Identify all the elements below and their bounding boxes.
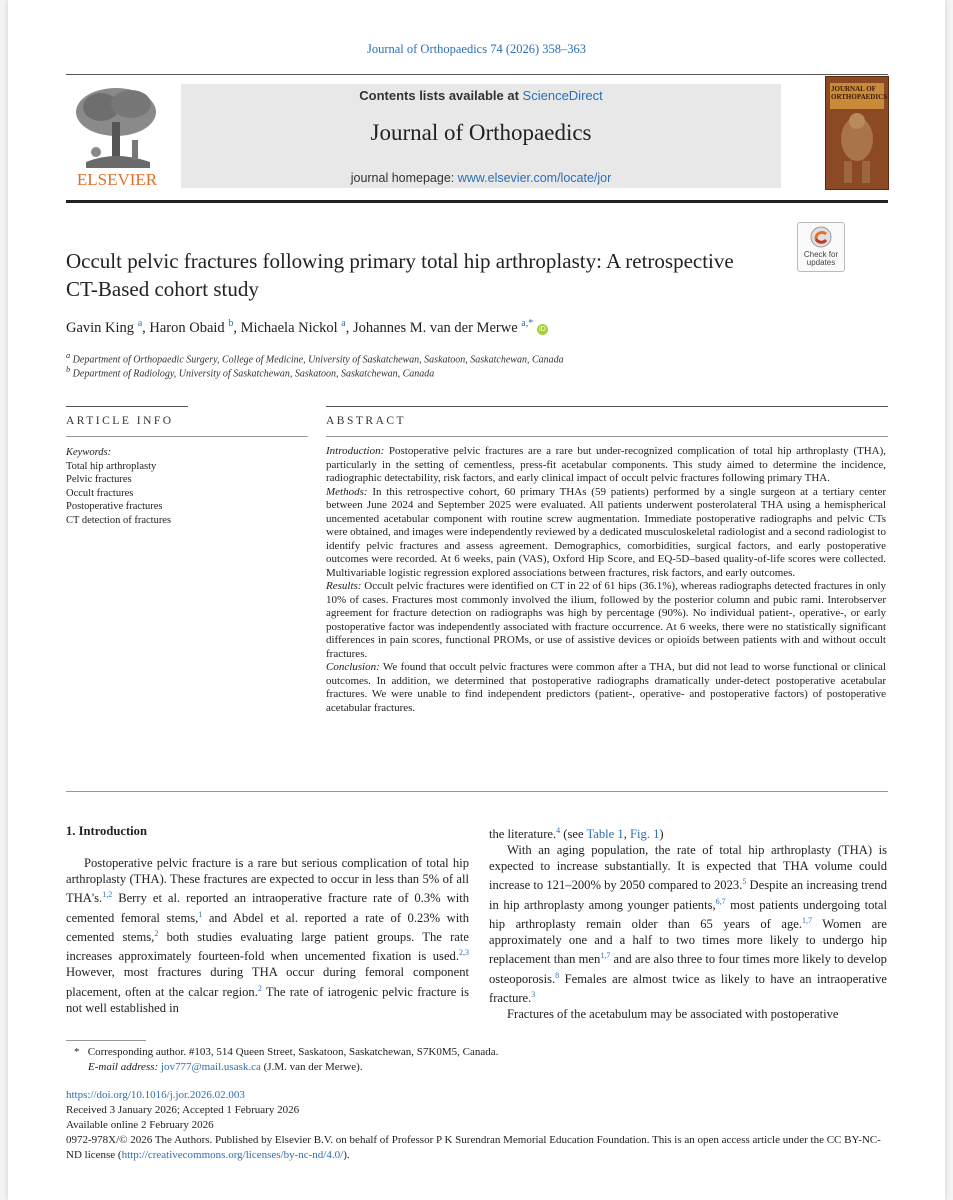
reference-link[interactable]: 2: [257, 983, 262, 993]
check-updates-label: Check for updates: [803, 250, 839, 267]
check-for-updates-badge[interactable]: [797, 222, 845, 272]
reference-link[interactable]: 5: [742, 877, 747, 887]
license-link[interactable]: http://creativecommons.org/licenses/by-nc-nd/4.0/: [121, 1149, 344, 1161]
keyword-item: Pelvic fractures: [66, 474, 132, 486]
text-run: the literature.: [489, 827, 557, 842]
affiliation-mark: a: [66, 351, 71, 360]
body-paragraph: [489, 823, 887, 842]
author-name[interactable]: Gavin King: [66, 319, 135, 336]
article-title: Occult pelvic fractures following primary total hip arthroplasty: A retrospective CT-Based cohort study: [66, 249, 734, 301]
header-rule: [66, 74, 888, 75]
article-info-rule: [66, 406, 188, 407]
text-run: ,: [623, 827, 631, 842]
text-run: Berry et al. reported an intraoperative fracture rate of 0.3% with cemented femoral stems,: [66, 891, 469, 925]
sciencedirect-link[interactable]: ScienceDirect: [522, 88, 603, 103]
text-run: and are also three to four times more likely to develop osteoporosis.: [489, 952, 887, 986]
check-updates-icon: [810, 226, 832, 248]
email-label: E-mail address:: [88, 1061, 159, 1073]
available-online: Available online 2 February 2026: [66, 1119, 214, 1131]
text-run: Women are approximately one and a half to two times more likely to undergo hip replacement than men: [489, 917, 887, 967]
reference-link[interactable]: 1,7: [600, 951, 611, 961]
elsevier-logo[interactable]: [66, 82, 169, 192]
corresponding-line: [74, 1045, 498, 1060]
abstract-body: [326, 445, 886, 715]
homepage-link[interactable]: www.elsevier.com/locate/jor: [457, 171, 612, 185]
text-run: Despite an increasing trend in hip arthroplasty among younger patients,: [489, 878, 887, 912]
license-text: [66, 1133, 888, 1163]
article-info-divider: [66, 436, 308, 437]
body-left-column: [66, 823, 469, 1016]
abstract-label: Introduction:: [326, 445, 385, 457]
reference-link[interactable]: 2,3: [459, 948, 469, 958]
text-run: Females are almost twice as likely to have an intraoperative fracture.: [489, 971, 887, 1006]
text-run: However, most fractures during THA occur during femoral component placement, often at the calcar region.: [66, 965, 469, 999]
keyword-item: Postoperative fractures: [66, 501, 163, 513]
abstract-bottom-rule: [66, 791, 888, 792]
reference-link[interactable]: 4: [556, 826, 561, 835]
abstract-label: Conclusion:: [326, 661, 380, 673]
footnote-rule: [66, 1040, 146, 1041]
elsevier-wordmark: ELSEVIER: [76, 170, 158, 189]
license-suffix: ).: [343, 1149, 350, 1161]
affiliation-b: [66, 365, 434, 379]
abstract-introduction: [326, 445, 886, 486]
affiliation-a: [66, 351, 564, 365]
elsevier-tree-icon: [66, 82, 169, 192]
article-info-heading: ARTICLE INFO: [66, 415, 174, 427]
abstract-methods: [326, 486, 886, 581]
author-affiliation-mark[interactable]: a,*: [521, 318, 534, 329]
footnote-mark: *: [74, 1046, 80, 1058]
text-run: both studies evaluating large patient groups. The rate increases approximately fourteen-fold when uncemented fixation is used.: [66, 930, 469, 964]
author-affiliation-mark[interactable]: a: [137, 318, 143, 329]
abstract-label: Methods:: [326, 485, 368, 498]
contents-line: [181, 88, 781, 103]
homepage-line: [181, 171, 781, 185]
keyword-item: CT detection of fractures: [66, 514, 172, 526]
author-affiliation-mark[interactable]: a: [341, 318, 346, 329]
journal-cover-thumbnail[interactable]: [825, 76, 889, 190]
affiliation-text: Department of Orthopaedic Surgery, College of Medicine, University of Saskatchewan, Saskatoon, Saskatchewan, Canada: [72, 354, 564, 366]
text-run: Postoperative pelvic fracture is a rare but serious complication of total hip arthroplasty (THA). These fractures are expected to occur in less than 5% of all THA's.: [66, 856, 469, 906]
text-run: Fractures of the acetabulum may be associated with postoperative: [507, 1007, 839, 1022]
keyword-item: Total hip arthroplasty: [66, 460, 157, 472]
author-list: Gavin King $^a$, Haron Obaid $^b$, Michaela Nickol $^a$, Johannes M. van der Merwe $^{a,*}$ iD: [66, 318, 548, 337]
text-run: most patients undergoing total hip arthroplasty remain older than 65 years of age.: [489, 897, 887, 932]
abstract-conclusion: [326, 661, 886, 715]
keyword-item: Occult fractures: [66, 487, 134, 499]
abstract-label: Results:: [326, 580, 362, 592]
abstract-text: Occult pelvic fractures were identified on CT in 22 of 61 hips (36.1%), whereas radiographs detected fractures in only 10% of cases. Fractures most commonly involved the ilium, followed by the posterior column and pubic rami. Interobserver agreement for fracture detection on radiographs was high by percentage (90%). No individual patient-, operative-, or early postoperative factor was independently associated with fracture occurrence. At 6 weeks, there were no statistically significant differences in pain scores, functional PROMs, or use of assistive devices or opioids between patients with and without occult fractures.: [326, 580, 887, 660]
article-page: [8, 0, 945, 1200]
header-thick-rule: [66, 200, 888, 203]
cross-reference-link[interactable]: Table 1: [586, 827, 624, 842]
text-run: and Abdel et al. reported a rate of 0.23% with cemented stems,: [66, 910, 469, 945]
abstract-text: We found that occult pelvic fractures were common after a THA, but did not lead to worse functional or clinical outcomes. In addition, we determined that postoperative radiographs dramatically under-detect postoperative acetabular fractures. We were unable to find independent predictors (patient-, operative- and postoperative factors) of postoperative acetabular fractures.: [326, 661, 886, 714]
abstract-results: [326, 580, 886, 661]
homepage-prefix: journal homepage:: [350, 171, 455, 185]
reference-link[interactable]: 1,7: [802, 916, 812, 926]
affiliation-text: Department of Radiology, University of Saskatchewan, Saskatoon, Saskatchewan, Canada: [72, 368, 435, 380]
reference-link[interactable]: 1,2: [102, 890, 113, 900]
journal-name: Journal of Orthopaedics: [370, 120, 592, 145]
author-name[interactable]: Michaela Nickol: [240, 319, 338, 336]
body-right-column: [489, 823, 887, 1022]
email-line: [74, 1060, 498, 1075]
reference-link[interactable]: 6,7: [715, 896, 726, 906]
reference-link[interactable]: 1: [198, 909, 203, 919]
reference-link[interactable]: 8: [555, 970, 560, 980]
orcid-icon[interactable]: iD: [537, 324, 548, 335]
journal-citation[interactable]: Journal of Orthopaedics 74 (2026) 358–363: [366, 42, 587, 56]
text-run: (see: [560, 827, 587, 842]
reference-link[interactable]: 2: [154, 928, 159, 938]
contents-prefix: Contents lists available at: [359, 88, 519, 103]
publication-info: [66, 1088, 888, 1163]
reference-link[interactable]: 3: [531, 989, 536, 999]
doi-link[interactable]: https://doi.org/10.1016/j.jor.2026.02.003: [66, 1089, 245, 1101]
journal-banner: [181, 84, 781, 188]
body-paragraph: [489, 1006, 887, 1022]
abstract-rule: [326, 406, 888, 407]
license-prefix: 0972-978X/© 2026 The Authors. Published by Elsevier B.V. on behalf of Professor P K Surendran Memorial Education Foundation. This is an open access article under the CC BY-NC-ND license (: [66, 1134, 881, 1161]
abstract-text: In this retrospective cohort, 60 primary THAs (59 patients) performed by a single surgeon at a tertiary center between June 2024 and September 2025 were evaluated. All patients underwent posterolateral THA using a hemispherical uncemented acetabular component with routine screw augmentation. Immediate postoperative radiographs and pelvic CTs were obtained, and images were independently reviewed by a dedicated musculoskeletal radiologist and a second radiologist to identify pelvic fractures and assess agreement. Demographics, comorbidities, surgical factors, and early postoperative outcomes were recorded. At 6 weeks, pain (VAS), Oxford Hip Score, and EQ-5D–based quality-of-life scores were collected. Multivariable logistic regression explored associations between fractures, risk factors, and early outcomes.: [326, 485, 887, 579]
cover-title: JOURNAL OF ORTHOPAEDICS: [831, 85, 888, 101]
body-paragraph: [66, 855, 469, 1016]
received-dates: Received 3 January 2026; Accepted 1 February 2026: [66, 1104, 300, 1116]
text-run: The rate of iatrogenic pelvic fracture is not well established in: [66, 984, 469, 1015]
keywords-label: Keywords:: [66, 447, 112, 458]
author-affiliation-mark[interactable]: b: [228, 318, 234, 329]
section-heading: 1. Introduction: [66, 824, 147, 838]
abstract-heading: ABSTRACT: [326, 415, 407, 427]
abstract-text: Postoperative pelvic fractures are a rare but under-recognized complication of total hip arthroplasty (THA), particularly in the setting of cementless, press-fit acetabular components. This study aimed to determine the incidence, radiographic detectability, risk factors, and early clinical impact of occult pelvic fractures following primary THA.: [326, 445, 887, 484]
body-paragraph: [489, 842, 887, 1006]
keywords-block: [66, 446, 171, 528]
author-name[interactable]: Haron Obaid: [149, 319, 225, 336]
abstract-divider: [326, 436, 888, 437]
text-run: With an aging population, the rate of total hip arthroplasty (THA) is expected to increase substantially. It is expected that THA volume could increase to 121–200% by 2050 compared to 2023.: [489, 843, 887, 893]
corresponding-text: Corresponding author. #103, 514 Queen Street, Saskatoon, Saskatchewan, S7K0M5, Canada.: [87, 1046, 499, 1058]
text-run: ): [659, 827, 664, 842]
email-name: (J.M. van der Merwe).: [263, 1061, 363, 1073]
email-link[interactable]: jov777@mail.usask.ca: [160, 1061, 261, 1073]
corresponding-footnote: [74, 1045, 498, 1075]
affiliation-mark: b: [66, 365, 71, 374]
author-name[interactable]: Johannes M. van der Merwe: [352, 319, 518, 336]
cross-reference-link[interactable]: Fig. 1: [630, 827, 660, 842]
